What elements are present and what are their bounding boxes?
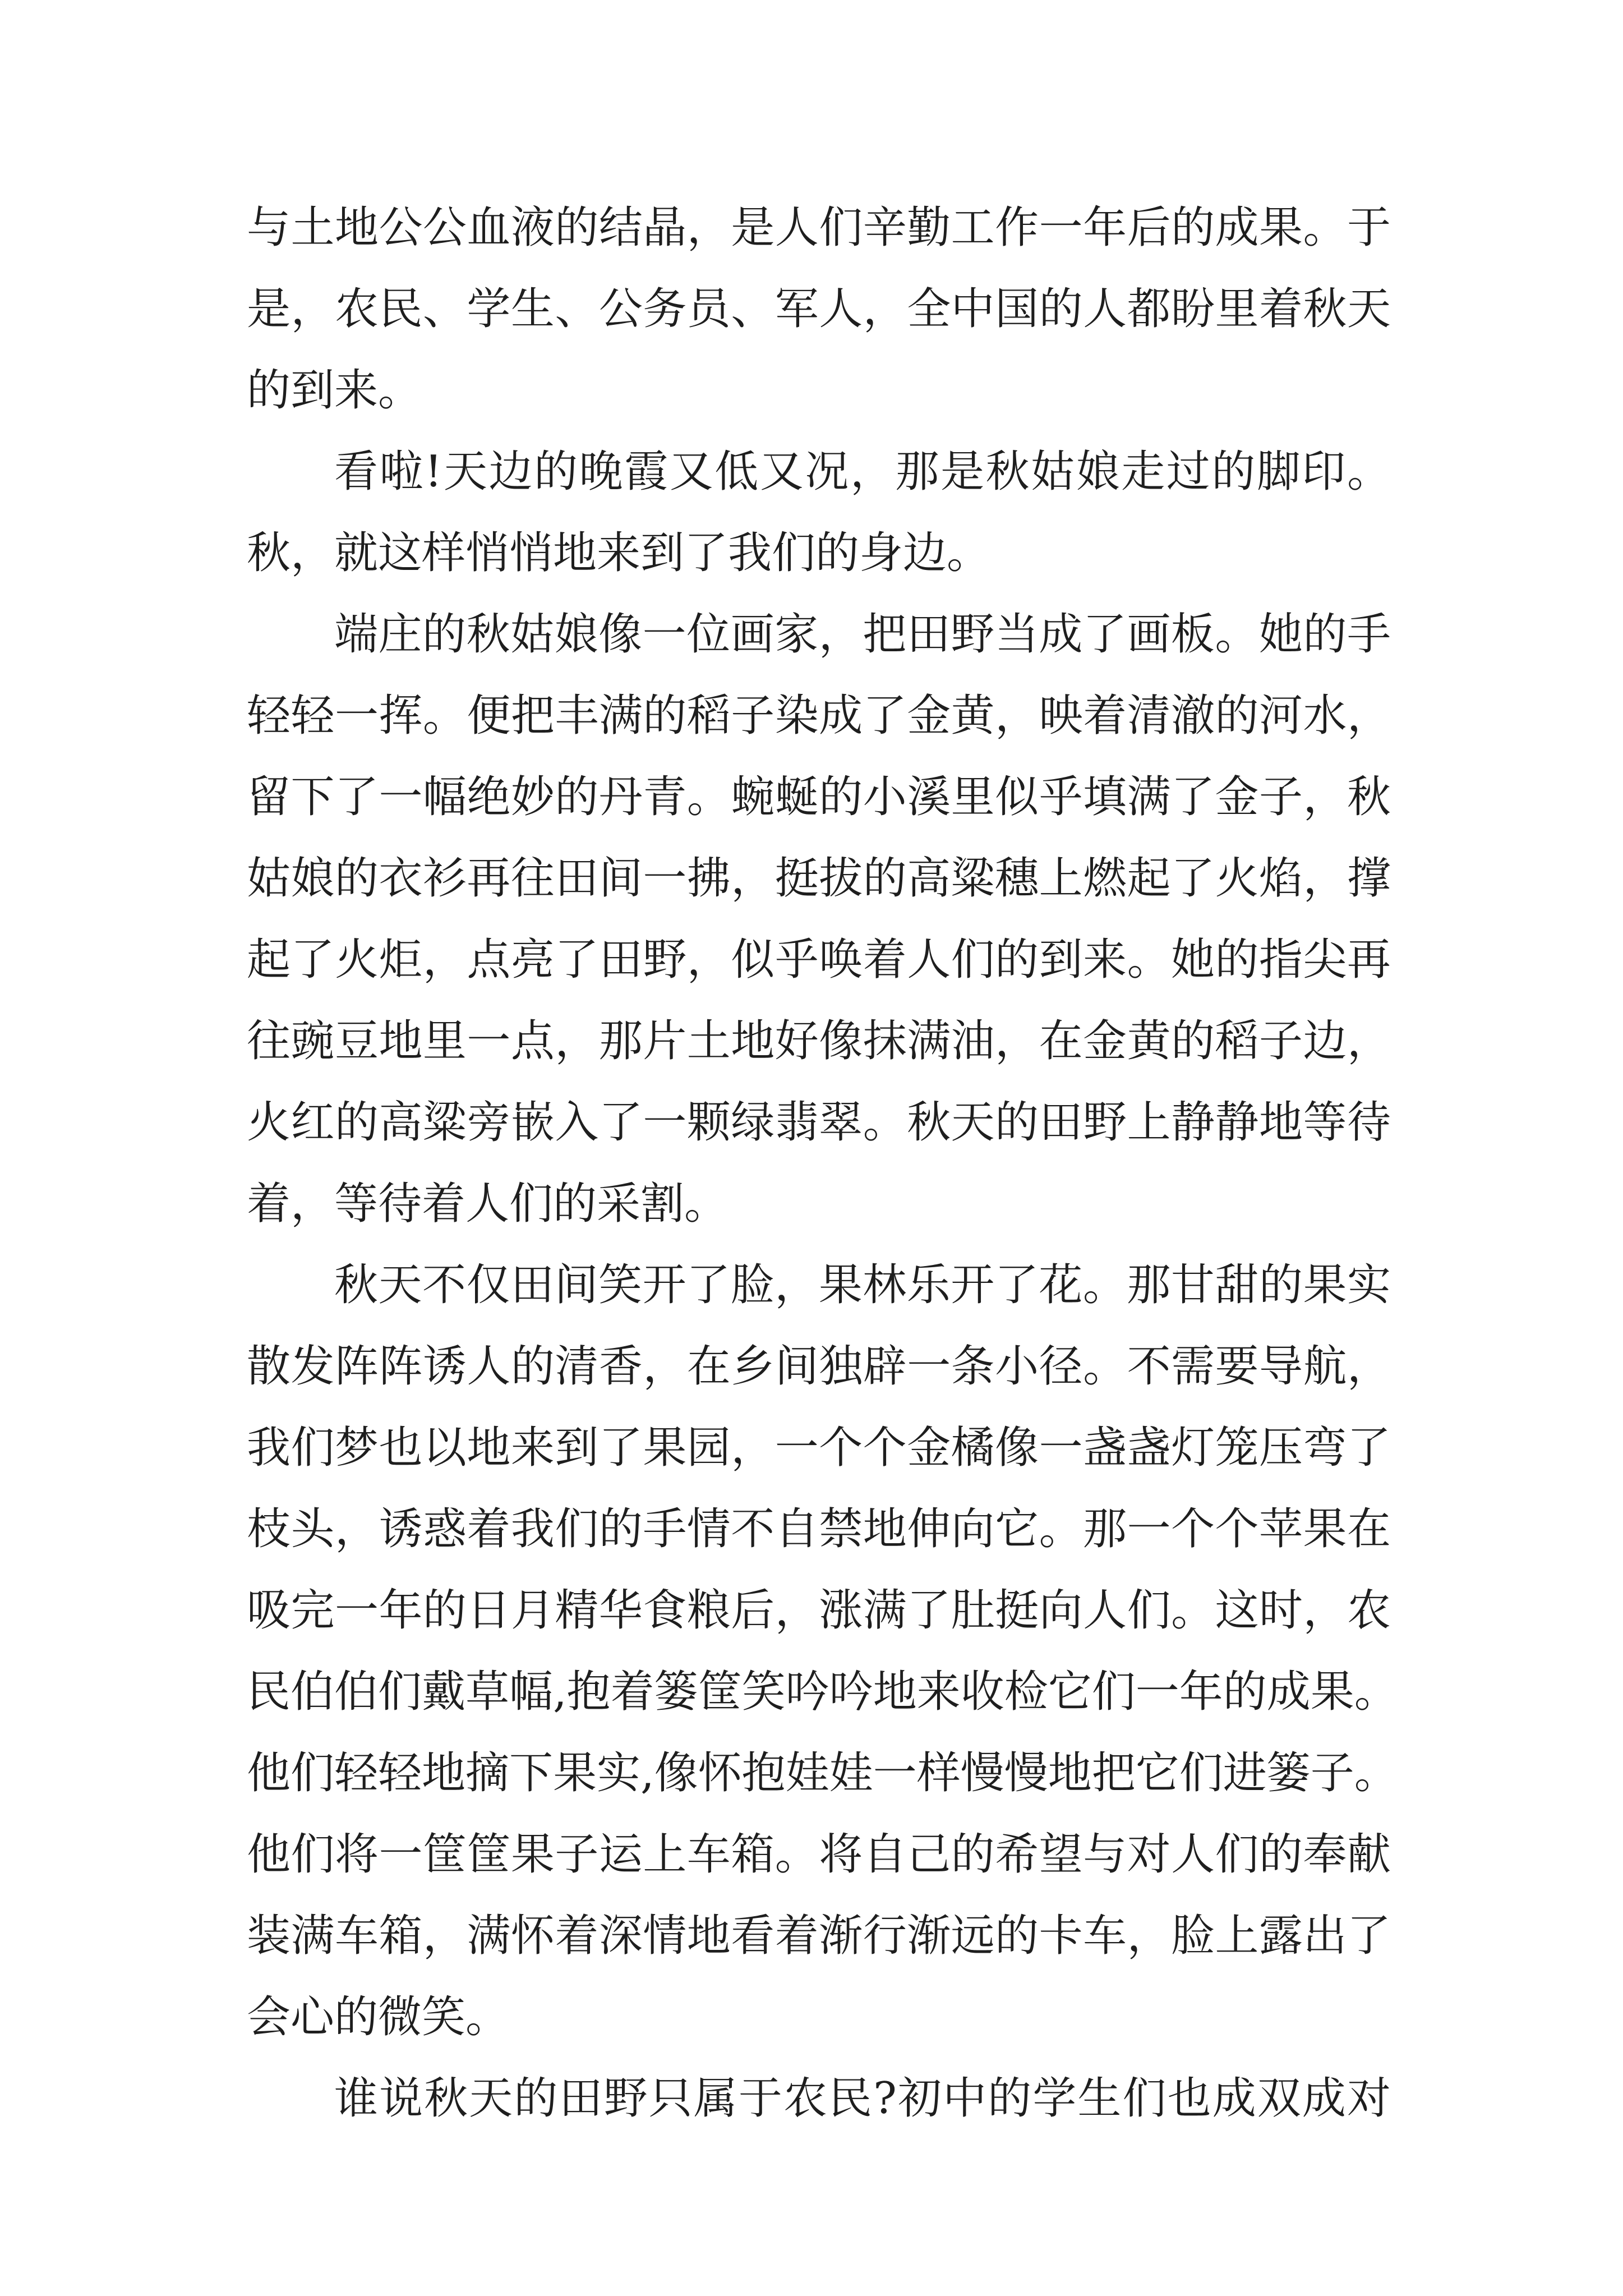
- text-line: 秋天不仅田间笑开了脸，果林乐开了花。那甘甜的果实: [334, 1260, 1391, 1310]
- text-line: 往豌豆地里一点，那片土地好像抹满油，在金黄的稻子边，: [247, 1016, 1391, 1066]
- text-line: 他们轻轻地摘下果实,像怀抱娃娃一样慢慢地把它们进篓子。: [247, 1748, 1398, 1798]
- text-line: 留下了一幅绝妙的丹青。蜿蜒的小溪里似乎填满了金子，秋: [247, 772, 1391, 822]
- text-line: 端庄的秋姑娘像一位画家，把田野当成了画板。她的手: [334, 609, 1391, 660]
- text-line: 民伯伯们戴草幅,抱着篓筐笑吟吟地来收检它们一年的成果。: [247, 1667, 1398, 1717]
- text-line: 我们梦也以地来到了果园，一个个金橘像一盏盏灯笼压弯了: [247, 1423, 1391, 1473]
- text-line: 火红的高粱旁嵌入了一颗绿翡翠。秋天的田野上静静地等待: [247, 1097, 1391, 1148]
- text-line: 与土地公公血液的结晶，是人们辛勤工作一年后的成果。于: [247, 203, 1391, 253]
- paragraph-3: [247, 594, 1391, 1245]
- text-line: 起了火炬，点亮了田野，似乎唤着人们的到来。她的指尖再: [247, 935, 1391, 985]
- paragraph-2: [247, 431, 1391, 594]
- paragraph-1: [247, 187, 1391, 431]
- paragraph-4: [247, 1245, 1398, 2058]
- text-line: 是，农民、学生、公务员、军人，全中国的人都盼里着秋天: [247, 284, 1391, 334]
- text-line: 秋，就这样悄悄地来到了我们的身边。: [247, 528, 991, 578]
- text-line: 姑娘的衣衫再往田间一拂，挺拔的高粱穗上燃起了火焰，撑: [247, 853, 1391, 904]
- text-line: 吸完一年的日月精华食粮后，涨满了肚挺向人们。这时，农: [247, 1585, 1391, 1636]
- text-line: 散发阵阵诱人的清香，在乡间独辟一条小径。不需要导航，: [247, 1341, 1391, 1392]
- text-line: 枝头，诱惑着我们的手情不自禁地伸向它。那一个个苹果在: [247, 1504, 1391, 1554]
- text-line: 装满车箱，满怀着深情地看着渐行渐远的卡车，脸上露出了: [247, 1911, 1391, 1961]
- paragraph-5: [247, 2058, 1391, 2139]
- text-line: 的到来。: [247, 365, 422, 416]
- text-line: 看啦!天边的晚霞又低又况，那是秋姑娘走过的脚印。: [334, 447, 1391, 497]
- text-line: 着，等待着人们的采割。: [247, 1179, 728, 1229]
- text-line: 谁说秋天的田野只属于农民?初中的学生们也成双成对: [334, 2073, 1391, 2124]
- text-line: 会心的微笑。: [247, 1992, 510, 2042]
- text-line: 他们将一筐筐果子运上车箱。将自己的希望与对人们的奉献: [247, 1829, 1391, 1880]
- text-line: 轻轻一挥。便把丰满的稻子染成了金黄，映着清澈的河水，: [247, 691, 1391, 741]
- document-body: [247, 187, 1398, 2139]
